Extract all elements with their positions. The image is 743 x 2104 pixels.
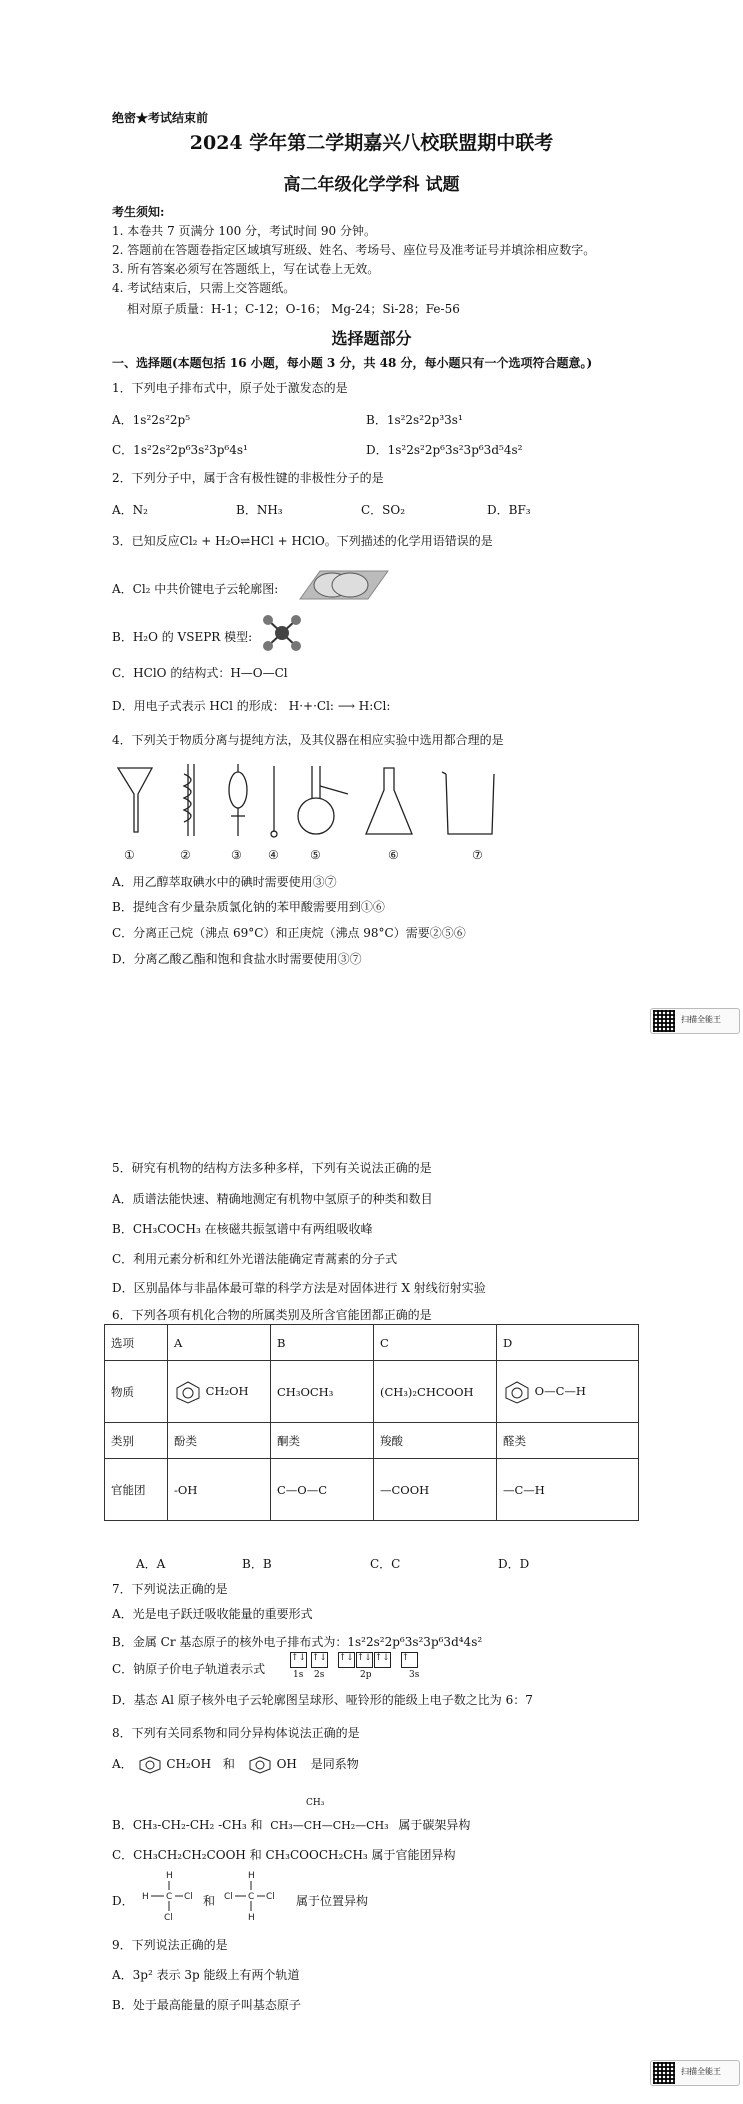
q1-stem: 1．下列电子排布式中，原子处于激发态的是	[112, 381, 348, 395]
q6-option-a: A．A	[136, 1557, 166, 1571]
apparatus-label-4: ④	[268, 848, 279, 862]
q7-option-a: A．光是电子跃迁吸收能量的重要形式	[112, 1607, 313, 1621]
scanner-badge-text: 扫描全能王	[681, 1015, 721, 1024]
q4-option-d: D．分离乙酸乙酯和饱和食盐水时需要使用③⑦	[112, 952, 362, 966]
q8-option-d-and: 和	[203, 1894, 216, 1908]
q9-stem: 9．下列说法正确的是	[112, 1938, 228, 1952]
q3-option-d-prefix: D．用电子式表示 HCl 的形成：	[112, 699, 285, 713]
table-cell: 物质	[105, 1361, 168, 1423]
q5-stem: 5．研究有机物的结构方法多种多样，下列有关说法正确的是	[112, 1161, 432, 1175]
q7-option-d: D．基态 Al 原子核外电子云轮廓图呈球形、哑铃形的能级上电子数之比为 6：7	[112, 1693, 533, 1707]
q3-option-b: B．H₂O 的 VSEPR 模型:	[112, 630, 253, 644]
q8-option-b	[112, 1816, 470, 1833]
svg-text:Cl: Cl	[164, 1913, 173, 1923]
qr-code-icon	[653, 2062, 675, 2084]
scanner-badge-text: 扫描全能王	[681, 2067, 721, 2076]
substance-d: O—C—H	[534, 1383, 586, 1398]
cl2-orbital-image	[290, 567, 390, 603]
page-subtitle: 高二年级化学学科 试题	[283, 175, 460, 195]
q2-option-b: B．NH₃	[236, 503, 283, 517]
table-row	[105, 1325, 639, 1361]
q8-option-b-suffix: 属于碳架异构	[398, 1818, 471, 1832]
q8-option-b-mol: CH₃—CH—CH₂—CH₃	[270, 1819, 389, 1832]
apparatus-label-1: ①	[124, 848, 135, 862]
svg-text:H: H	[142, 1892, 149, 1902]
svg-text:Cl: Cl	[224, 1892, 233, 1902]
q8-mol1: CH₂OH	[166, 1757, 212, 1771]
q8-mol2: OH	[276, 1757, 297, 1771]
svg-text:H: H	[166, 1871, 173, 1881]
q9-option-a: A．3p² 表示 3p 能级上有两个轨道	[112, 1968, 300, 1982]
table-cell: 类别	[105, 1423, 168, 1459]
q6-stem: 6．下列各项有机化合物的所属类别及所含官能团都正确的是	[112, 1308, 432, 1322]
orbital-box: ↑↓	[374, 1652, 391, 1668]
svg-text:H: H	[248, 1913, 255, 1923]
q3-option-c: C．HClO 的结构式：H—O—Cl	[112, 666, 288, 680]
q6-option-d: D．D	[498, 1557, 530, 1571]
table-cell	[497, 1361, 639, 1423]
q3-option-a: A．Cl₂ 中共价键电子云轮廓图:	[112, 582, 279, 596]
table-cell: —C—H	[497, 1459, 639, 1521]
q4-option-a: A．用乙醇萃取碘水中的碘时需要使用③⑦	[112, 875, 337, 889]
benzene-ring-icon	[247, 1756, 273, 1774]
table-cell: —COOH	[374, 1459, 497, 1521]
apparatus-label-6: ⑥	[388, 848, 399, 862]
secret-label: 绝密★考试结束前	[112, 111, 209, 125]
benzene-ring-icon	[174, 1380, 202, 1404]
dichloromethane-structure-2	[222, 1868, 282, 1924]
atomic-mass: 相对原子质量：H-1；C-12；O-16； Mg-24；Si-28；Fe-56	[127, 302, 460, 316]
q2-option-a: A．N₂	[112, 503, 148, 517]
vsepr-model-image	[258, 612, 306, 654]
notice-item: 2. 答题前在答题卷指定区域填写班级、姓名、考场号、座位号及准考证号并填涂相应数字。	[112, 243, 596, 257]
svg-text:Cl: Cl	[266, 1892, 275, 1902]
q8-option-a-suffix: 是同系物	[310, 1757, 359, 1771]
q6-option-c: C．C	[370, 1557, 401, 1571]
q3-option-d-formula: H·+·Cl: ⟶ H:Cl:	[288, 699, 391, 713]
benzene-ring-icon	[503, 1380, 531, 1404]
q2-stem: 2．下列分子中，属于含有极性键的非极性分子的是	[112, 471, 384, 485]
q6-option-b: B．B	[242, 1557, 272, 1571]
notice-item: 3. 所有答案必须写在答题纸上，写在试卷上无效。	[112, 262, 380, 276]
q1-option-b: B．1s²2s²2p³3s¹	[366, 413, 463, 427]
q8-option-d-suffix: 属于位置异构	[296, 1894, 369, 1908]
q7-stem: 7．下列说法正确的是	[112, 1582, 228, 1596]
q8-option-d	[112, 1892, 134, 1909]
apparatus-label-2: ②	[180, 848, 191, 862]
q1-option-d: D．1s²2s²2p⁶3s²3p⁶3d⁵4s²	[366, 443, 523, 457]
orbital-label-2p: 2p	[360, 1670, 372, 1680]
table-cell	[168, 1361, 271, 1423]
q2-option-d: D．BF₃	[487, 503, 531, 517]
q7-option-c: C．钠原子价电子轨道表示式	[112, 1662, 266, 1676]
section-title: 选择题部分	[331, 329, 412, 348]
q4-option-c: C．分离正己烷（沸点 69°C）和正庚烷（沸点 98°C）需要②⑤⑥	[112, 926, 466, 940]
notice-item: 1. 本卷共 7 页满分 100 分，考试时间 90 分钟。	[112, 224, 376, 238]
table-cell: B	[271, 1325, 374, 1361]
q8-option-d-prefix: D．	[112, 1894, 134, 1908]
scanner-badge	[650, 1008, 740, 1034]
q6-table	[104, 1324, 639, 1521]
q4-stem: 4．下列关于物质分离与提纯方法，及其仪器在相应实验中选用都合理的是	[112, 733, 504, 747]
table-row	[105, 1361, 639, 1423]
table-cell: (CH₃)₂CHCOOH	[374, 1361, 497, 1423]
q8-option-b-text: B．CH₃-CH₂-CH₂ -CH₃ 和	[112, 1818, 263, 1832]
table-cell: 选项	[105, 1325, 168, 1361]
table-cell: 醛类	[497, 1423, 639, 1459]
table-cell: C—O—C	[271, 1459, 374, 1521]
q8-stem: 8．下列有关同系物和同分异构体说法正确的是	[112, 1726, 360, 1740]
table-cell: -OH	[168, 1459, 271, 1521]
q8-option-a-prefix: A．	[112, 1757, 133, 1771]
svg-text:H: H	[248, 1871, 255, 1881]
table-cell: 酚类	[168, 1423, 271, 1459]
q1-option-c: C．1s²2s²2p⁶3s²3p⁶4s¹	[112, 443, 248, 457]
orbital-diagram	[290, 1652, 419, 1668]
q8-branch: CH₃	[306, 1798, 325, 1808]
notice-item: 4. 考试结束后，只需上交答题纸。	[112, 281, 296, 295]
table-cell: A	[168, 1325, 271, 1361]
q5-option-b: B．CH₃COCH₃ 在核磁共振氢谱中有两组吸收峰	[112, 1222, 373, 1236]
dichloromethane-structure-1	[140, 1868, 200, 1924]
table-row	[105, 1423, 639, 1459]
apparatus-label-3: ③	[231, 848, 242, 862]
table-row	[105, 1459, 639, 1521]
table-cell: D	[497, 1325, 639, 1361]
apparatus-label-5: ⑤	[310, 848, 321, 862]
svg-text:C: C	[166, 1892, 173, 1902]
scanner-badge	[650, 2060, 740, 2086]
benzene-ring-icon	[137, 1756, 163, 1774]
orbital-box: ↑↓	[338, 1652, 355, 1668]
q7-option-b: B．金属 Cr 基态原子的核外电子排布式为：1s²2s²2p⁶3s²3p⁶3d⁴4s²	[112, 1635, 483, 1649]
q1-option-a: A．1s²2s²2p⁵	[112, 413, 191, 427]
orbital-box: ↑	[401, 1652, 418, 1668]
table-cell: 官能团	[105, 1459, 168, 1521]
table-cell: 羧酸	[374, 1423, 497, 1459]
qr-code-icon	[653, 1010, 675, 1032]
substance-a: CH₂OH	[205, 1383, 249, 1398]
q3-option-d	[112, 697, 390, 714]
svg-text:C: C	[248, 1892, 255, 1902]
table-cell: 酮类	[271, 1423, 374, 1459]
table-cell: CH₃OCH₃	[271, 1361, 374, 1423]
orbital-box: ↑↓	[311, 1652, 328, 1668]
q8-option-a	[112, 1755, 359, 1774]
apparatus-label-7: ⑦	[472, 848, 483, 862]
q2-option-c: C．SO₂	[361, 503, 406, 517]
q5-option-c: C．利用元素分析和红外光谱法能确定青蒿素的分子式	[112, 1252, 398, 1266]
lab-apparatus-image	[112, 760, 502, 845]
q8-option-c: C．CH₃CH₂CH₂COOH 和 CH₃COOCH₂CH₃ 属于官能团异构	[112, 1848, 456, 1862]
orbital-label-3s: 3s	[409, 1670, 420, 1680]
q4-option-b: B．提纯含有少量杂质氯化钠的苯甲酸需要用到①⑥	[112, 900, 385, 914]
page-title: 2024 学年第二学期嘉兴八校联盟期中联考	[189, 132, 554, 154]
q5-option-d: D．区别晶体与非晶体最可靠的科学方法是对固体进行 X 射线衍射实验	[112, 1281, 486, 1295]
q5-option-a: A．质谱法能快速、精确地测定有机物中氢原子的种类和数目	[112, 1192, 433, 1206]
table-cell: C	[374, 1325, 497, 1361]
orbital-box: ↑↓	[290, 1652, 307, 1668]
section-instruction: 一、选择题(本题包括 16 小题，每小题 3 分，共 48 分，每小题只有一个选项符合题意。)	[112, 356, 593, 370]
q3-stem: 3．已知反应Cl₂ + H₂O⇌HCl + HClO。下列描述的化学用语错误的是	[112, 534, 493, 548]
q9-option-b: B．处于最高能量的原子叫基态原子	[112, 1998, 301, 2012]
orbital-label-1s: 1s	[293, 1670, 304, 1680]
svg-text:Cl: Cl	[184, 1892, 193, 1902]
q8-and: 和	[222, 1757, 235, 1771]
notice-heading: 考生须知:	[112, 205, 165, 219]
orbital-label-2s: 2s	[314, 1670, 325, 1680]
orbital-box: ↑↓	[356, 1652, 373, 1668]
